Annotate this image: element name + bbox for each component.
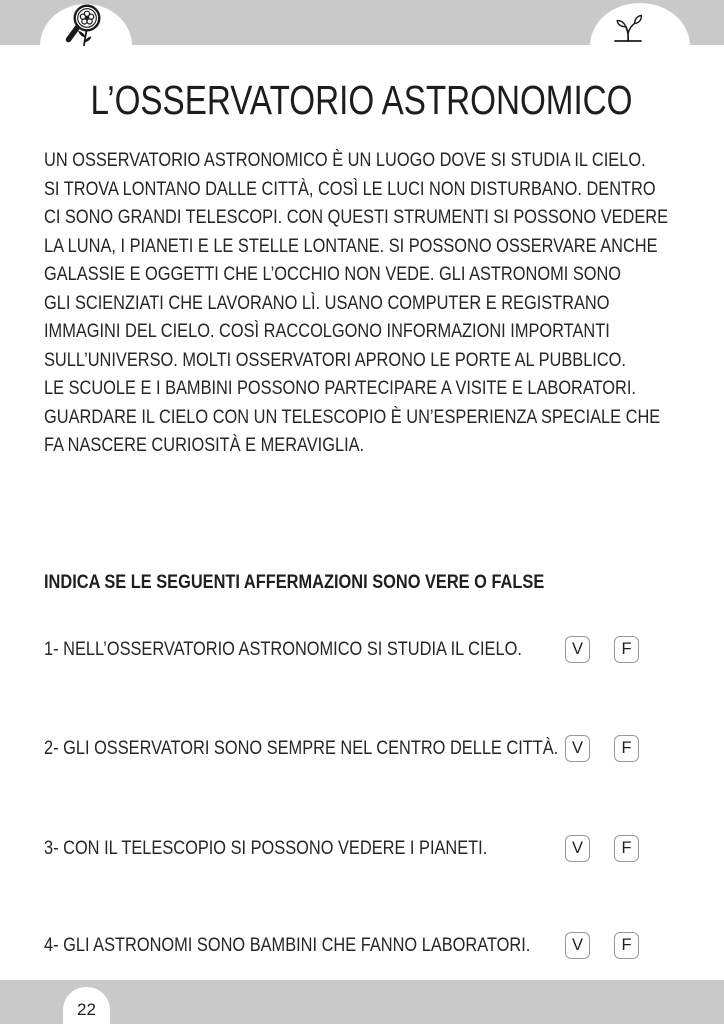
statement-text: 1- NELL’OSSERVATORIO ASTRONOMICO SI STUDIA IL CIELO. bbox=[44, 638, 522, 660]
article-line: LA LUNA, I PIANETI E LE STELLE LONTANE. SI POSSONO OSSERVARE ANCHE bbox=[44, 234, 658, 257]
false-checkbox[interactable]: F bbox=[614, 636, 639, 663]
exercise-heading bbox=[44, 569, 640, 595]
true-checkbox[interactable]: V bbox=[565, 636, 590, 663]
statement-row-3 bbox=[44, 835, 680, 861]
statement-text: 3- CON IL TELESCOPIO SI POSSONO VEDERE I PIANETI. bbox=[44, 837, 488, 859]
article-line: GALASSIE E OGGETTI CHE L’OCCHIO NON VEDE. GLI ASTRONOMI SONO bbox=[44, 263, 622, 285]
statement-row-4 bbox=[44, 932, 680, 958]
exercise-heading-text: INDICA SE LE SEGUENTI AFFERMAZIONI SONO VERE O FALSE bbox=[44, 571, 545, 593]
statement-text: 4- GLI ASTRONOMI SONO BAMBINI CHE FANNO LABORATORI. bbox=[44, 934, 531, 956]
true-checkbox[interactable]: V bbox=[565, 835, 590, 862]
page-title-text: L’OSSERVATORIO ASTRONOMICO bbox=[91, 77, 633, 123]
page-title bbox=[0, 78, 724, 122]
article-line: GUARDARE IL CIELO CON UN TELESCOPIO È UN’ESPERIENZA SPECIALE CHE bbox=[44, 405, 661, 428]
false-checkbox[interactable]: F bbox=[614, 932, 639, 959]
page-number: 22 bbox=[77, 1000, 96, 1019]
article-line: GLI SCIENZIATI CHE LAVORANO LÌ. USANO COMPUTER E REGISTRANO bbox=[44, 291, 610, 314]
statement-row-2 bbox=[44, 735, 680, 761]
article-text bbox=[44, 146, 724, 460]
false-checkbox[interactable]: F bbox=[614, 735, 639, 762]
article-line: FA NASCERE CURIOSITÀ E MERAVIGLIA. bbox=[44, 434, 365, 456]
article-line: IMMAGINI DEL CIELO. COSÌ RACCOLGONO INFORMAZIONI IMPORTANTI bbox=[44, 320, 610, 342]
statement-text: 2- GLI OSSERVATORI SONO SEMPRE NEL CENTRO DELLE CITTÀ. bbox=[44, 737, 559, 759]
true-checkbox[interactable]: V bbox=[565, 932, 590, 959]
statement-row-1 bbox=[44, 636, 680, 662]
article-line: SI TROVA LONTANO DALLE CITTÀ, COSÌ LE LUCI NON DISTURBANO. DENTRO bbox=[44, 177, 656, 200]
magnifier-flower-icon bbox=[60, 3, 108, 47]
true-checkbox[interactable]: V bbox=[565, 735, 590, 762]
article-line: SULL’UNIVERSO. MOLTI OSSERVATORI APRONO LE PORTE AL PUBBLICO. bbox=[44, 348, 626, 371]
false-checkbox[interactable]: F bbox=[614, 835, 639, 862]
article-line: LE SCUOLE E I BAMBINI POSSONO PARTECIPARE A VISITE E LABORATORI. bbox=[44, 377, 636, 399]
page-number-tab bbox=[63, 987, 110, 1024]
article-line: UN OSSERVATORIO ASTRONOMICO È UN LUOGO DOVE SI STUDIA IL CIELO. bbox=[44, 149, 646, 171]
plant-sprout-icon bbox=[612, 14, 644, 44]
article-line: CI SONO GRANDI TELESCOPI. CON QUESTI STRUMENTI SI POSSONO VEDERE bbox=[44, 206, 669, 228]
